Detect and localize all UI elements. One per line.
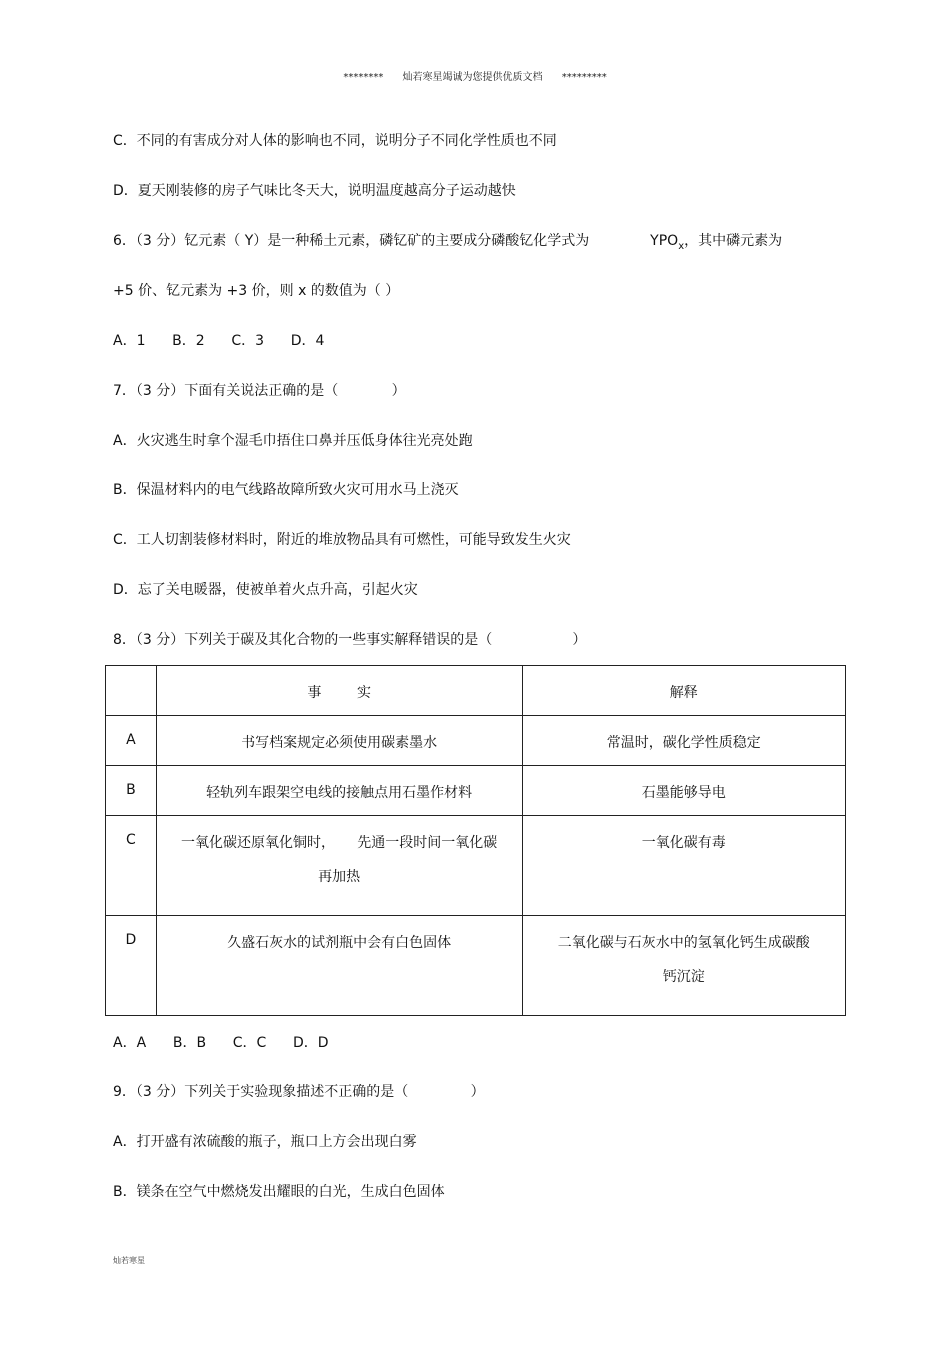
row-fact: 一氧化碳还原氧化铜时， 先通一段时间一氧化碳 再加热 [156, 816, 522, 916]
q7-stem: 7．（3 分）下面有关说法正确的是（ ） [113, 383, 406, 399]
table-header-explanation: 解释 [522, 666, 845, 716]
row-fact: 轻轨列车跟架空电线的接触点用石墨作材料 [156, 766, 522, 816]
row-fact: 久盛石灰水的试剂瓶中会有白色固体 [156, 916, 522, 1016]
header-title: 灿若寒星竭诚为您提供优质文档 [402, 72, 543, 83]
row-label: B [106, 766, 157, 816]
row-fact-line2: 再加热 [318, 869, 361, 885]
table-row [106, 916, 846, 1016]
table-row [106, 716, 846, 766]
table-row [106, 766, 846, 816]
q6-stem-a: 6．（3 分）钇元素（ Y）是一种稀土元素，磷钇矿的主要成分磷酸钇化学式为 [113, 233, 590, 249]
q6-stem-b: ，其中磷元素为 [684, 233, 783, 249]
row-explanation: 一氧化碳有毒 [522, 816, 845, 916]
table-header-blank [106, 666, 157, 716]
q6-formula-sub: x [678, 240, 685, 252]
row-explanation-line2: 钙沉淀 [662, 969, 705, 985]
row-fact: 书写档案规定必须使用碳素墨水 [156, 716, 522, 766]
q8-stem: 8．（3 分）下列关于碳及其化合物的一些事实解释错误的是（ ） [113, 632, 587, 648]
table-header-row [106, 666, 846, 716]
q7-option-b: B．保温材料内的电气线路故障所致火灾可用水马上浇灭 [113, 482, 459, 498]
row-label: C [106, 816, 157, 916]
q8-facts-table [105, 665, 846, 1016]
q9-option-b: B．镁条在空气中燃烧发出耀眼的白光，生成白色固体 [113, 1184, 445, 1200]
q6-options: A．1 B．2 C．3 D．4 [113, 333, 325, 349]
q5-option-c: C．不同的有害成分对人体的影响也不同，说明分子不同化学性质也不同 [113, 133, 557, 149]
row-explanation: 石墨能够导电 [522, 766, 845, 816]
q6-stem-line1 [113, 231, 782, 257]
table-header-fact: 事 实 [156, 666, 522, 716]
q9-stem: 9．（3 分）下列关于实验现象描述不正确的是（ ） [113, 1084, 485, 1100]
q6-formula: YPO [650, 233, 679, 249]
page-header [0, 68, 950, 83]
row-explanation: 二氧化碳与石灰水中的氢氧化钙生成碳酸 钙沉淀 [522, 916, 845, 1016]
q5-option-d: D．夏天刚装修的房子气味比冬天大，说明温度越高分子运动越快 [113, 183, 516, 199]
header-right-stars: ********* [561, 72, 607, 83]
table-row [106, 816, 846, 916]
row-label: D [106, 916, 157, 1016]
q8-options: A．A B．B C．C D．D [113, 1035, 329, 1051]
q9-option-a: A．打开盛有浓硫酸的瓶子，瓶口上方会出现白雾 [113, 1134, 417, 1150]
page-footer: 灿若寒星 [113, 1256, 145, 1265]
q7-option-d: D．忘了关电暖器，使被单着火点升高，引起火灾 [113, 582, 418, 598]
header-left-stars: ******** [343, 72, 384, 83]
q6-stem-line2: +5 价、钇元素为 +3 价，则 x 的数值为（ ） [113, 283, 400, 299]
row-label: A [106, 716, 157, 766]
row-explanation: 常温时，碳化学性质稳定 [522, 716, 845, 766]
q7-option-c: C．工人切割装修材料时，附近的堆放物品具有可燃性，可能导致发生火灾 [113, 532, 571, 548]
q7-option-a: A．火灾逃生时拿个湿毛巾捂住口鼻并压低身体往光亮处跑 [113, 433, 473, 449]
